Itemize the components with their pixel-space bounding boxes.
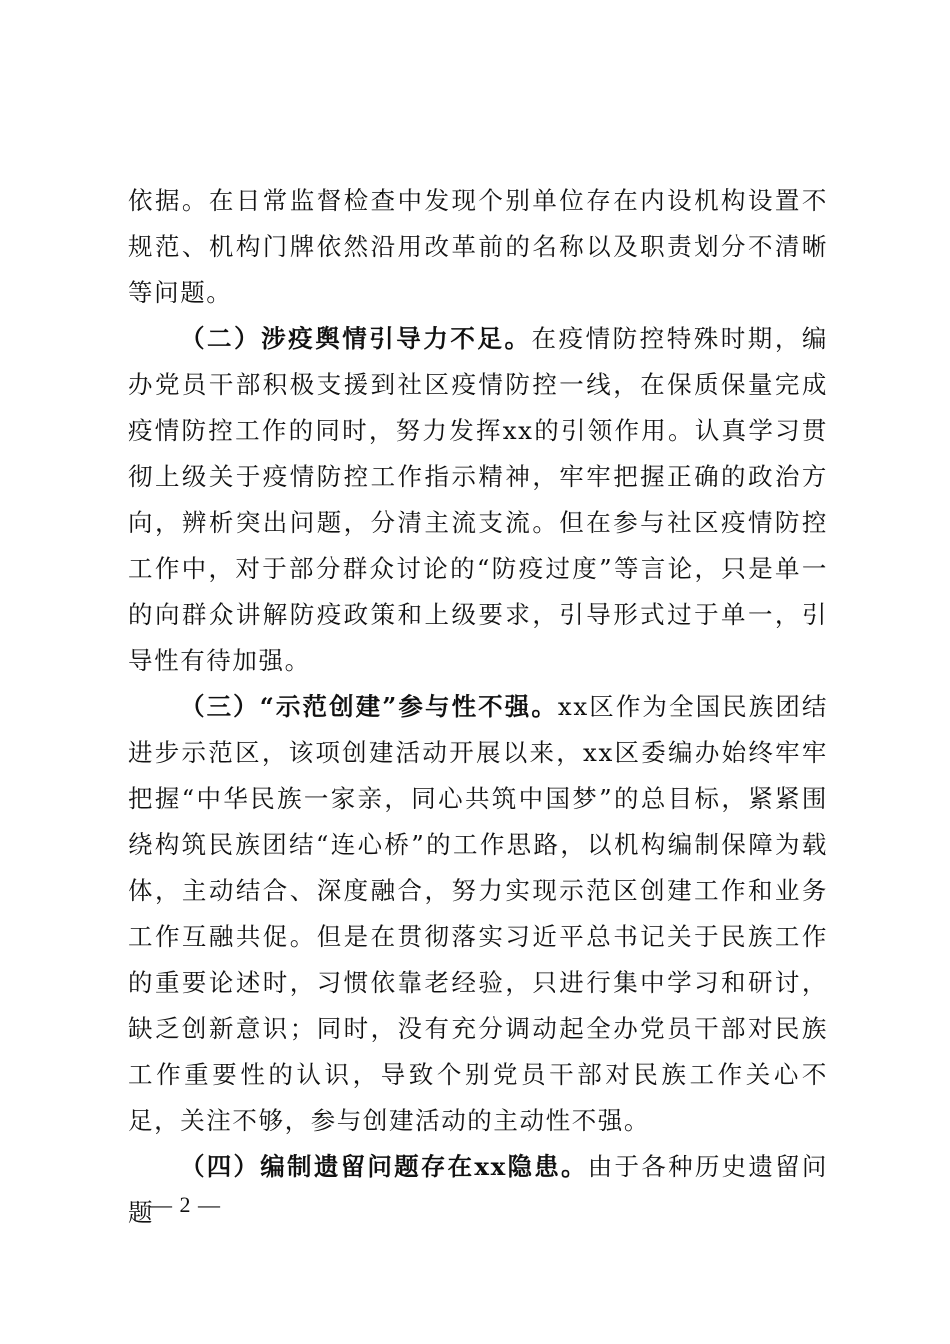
- document-body: [128, 178, 828, 1236]
- section-heading: （二）涉疫舆情引导力不足。: [180, 324, 532, 353]
- paragraph-continuation: [128, 178, 828, 316]
- paragraph-section-3: [128, 684, 828, 1144]
- section-heading: （三）“示范创建”参与性不强。: [180, 692, 558, 721]
- paragraph-section-2: [128, 316, 828, 684]
- section-heading: （四）编制遗留问题存在xx隐患。: [180, 1152, 588, 1181]
- page-number: — 2 —: [150, 1192, 221, 1217]
- paragraph-text: 在疫情防控特殊时期，编办党员干部积极支援到社区疫情防控一线，在保质保量完成疫情防控工作的同时，努力发挥xx的引领作用。认真学习贯彻上级关于疫情防控工作指示精神，牢牢把握正确的政治方向，辨析突出问题，分清主流支流。但在参与社区疫情防控工作中，对于部分群众讨论的“防疫过度”等言论，只是单一的向群众讲解防疫政策和上级要求，引导形式过于单一，引导性有待加强。: [128, 324, 828, 675]
- paragraph-text: 依据。在日常监督检查中发现个别单位存在内设机构设置不规范、机构门牌依然沿用改革前的名称以及职责划分不清晰等问题。: [128, 186, 828, 307]
- paragraph-section-4: [128, 1144, 828, 1236]
- paragraph-text: xx区作为全国民族团结进步示范区，该项创建活动开展以来，xx区委编办始终牢牢把握“中华民族一家亲，同心共筑中国梦”的总目标，紧紧围绕构筑民族团结“连心桥”的工作思路，以机构编制保障为载体，主动结合、深度融合，努力实现示范区创建工作和业务工作互融共促。但是在贯彻落实习近平总书记关于民族工作的重要论述时，习惯依靠老经验，只进行集中学习和研讨，缺乏创新意识；同时，没有充分调动起全办党员干部对民族工作重要性的认识，导致个别党员干部对民族工作关心不足，关注不够，参与创建活动的主动性不强。: [128, 692, 828, 1135]
- paragraph-text: 由于各种历史遗留问题: [128, 1152, 828, 1227]
